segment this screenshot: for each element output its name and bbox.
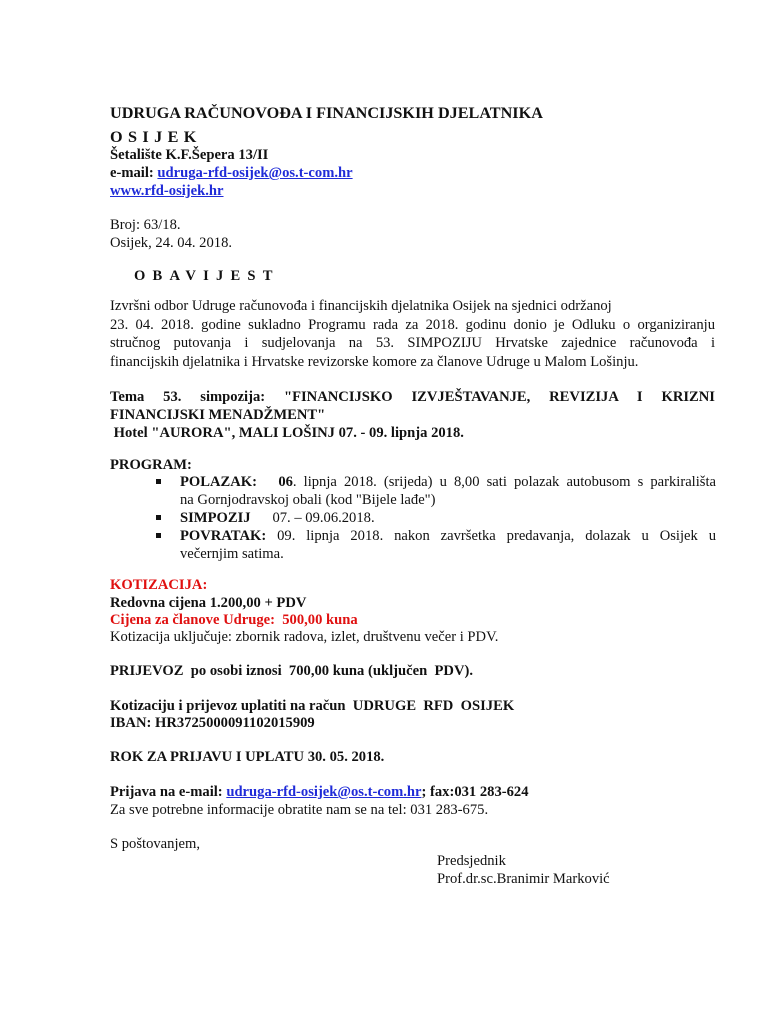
- program-label: POLAZAK:: [180, 474, 258, 490]
- website-row: [110, 182, 224, 200]
- email-link[interactable]: udruga-rfd-osijek@os.t-com.hr: [157, 165, 353, 181]
- program-text: 09. lipnja 2018. nakon završetka predavanja, dolazak u Osijek u: [277, 528, 716, 544]
- bullet-icon: [156, 533, 161, 538]
- payment-account: Kotizaciju i prijevoz uplatiti na račun UDRUGE RFD OSIJEK: [110, 698, 515, 714]
- signature-role: Predsjednik: [437, 853, 506, 869]
- program-text: 07. – 09.06.2018.: [272, 510, 375, 526]
- application-fax: ; fax:031 283-624: [421, 784, 529, 800]
- transport-price: PRIJEVOZ po osobi iznosi 700,00 kuna (uključen PDV).: [110, 663, 473, 679]
- place-date: Osijek, 24. 04. 2018.: [110, 235, 233, 251]
- theme-line: Tema 53. simpozija: "FINANCIJSKO IZVJEŠTAVANJE, REVIZIJA I KRIZNI: [110, 389, 715, 405]
- intro-paragraph: [110, 297, 715, 371]
- program-heading: PROGRAM:: [110, 457, 192, 473]
- signature-name: Prof.dr.sc.Branimir Marković: [437, 871, 610, 887]
- program-label: SIMPOZIJ: [180, 510, 251, 526]
- doc-title: OBAVIJEST: [134, 268, 280, 284]
- application-prefix: Prijava na e-mail:: [110, 784, 227, 800]
- bullet-icon: [156, 479, 161, 484]
- org-address: Šetalište K.F.Šepera 13/II: [110, 147, 269, 163]
- program-line: [180, 527, 716, 545]
- org-name: UDRUGA RAČUNOVOĐA I FINANCIJSKIH DJELATNIKA: [110, 104, 543, 122]
- payment-iban: IBAN: HR3725000091102015909: [110, 715, 315, 731]
- contact-info: Za sve potrebne informacije obratite nam se na tel: 031 283-675.: [110, 802, 489, 818]
- fee-includes: Kotizacija uključuje: zbornik radova, izlet, društvenu večer i PDV.: [110, 629, 499, 645]
- bullet-icon: [156, 515, 161, 520]
- deadline: ROK ZA PRIJAVU I UPLATU 30. 05. 2018.: [110, 749, 385, 765]
- fee-regular: Redovna cijena 1.200,00 + PDV: [110, 595, 307, 611]
- intro-line: stručnog putovanja i sudjelovanja na 53. SIMPOZIJU Hrvatske zajednice računovođa i: [110, 335, 715, 351]
- program-text: na Gornjodravskoj obali (kod "Bijele lađe"): [180, 492, 436, 508]
- closing: S poštovanjem,: [110, 836, 200, 852]
- intro-line: financijskih djelatnika i Hrvatske revizorske komore za članove Udruge u Malom Lošinju.: [110, 353, 639, 370]
- application-row: [110, 783, 529, 801]
- email-label: e-mail:: [110, 165, 158, 181]
- program-label: POVRATAK:: [180, 528, 267, 544]
- program-item-departure: [156, 473, 716, 509]
- theme-line: FINANCIJSKI MENADŽMENT": [110, 407, 326, 423]
- org-city: OSIJEK: [110, 128, 202, 146]
- program-text: večernjim satima.: [180, 546, 284, 562]
- program-line: [180, 473, 716, 491]
- doc-number: Broj: 63/18.: [110, 217, 181, 233]
- program-text: . lipnja 2018. (srijeda) u 8,00 sati polazak autobusom s parkirališta: [292, 474, 716, 490]
- theme-hotel: Hotel "AURORA", MALI LOŠINJ 07. - 09. lipnja 2018.: [110, 425, 464, 441]
- program-day: 06: [278, 474, 293, 490]
- fee-heading: KOTIZACIJA:: [110, 577, 208, 593]
- application-email-link[interactable]: udruga-rfd-osijek@os.t-com.hr: [226, 784, 422, 800]
- fee-members: Cijena za članove Udruge: 500,00 kuna: [110, 612, 358, 628]
- program-list: [156, 473, 716, 563]
- intro-line: Izvršni odbor Udruge računovođa i financijskih djelatnika Osijek na sjednici održanoj: [110, 298, 612, 314]
- program-line: [180, 509, 716, 527]
- website-link[interactable]: www.rfd-osijek.hr: [110, 183, 224, 199]
- org-email-row: [110, 164, 353, 182]
- intro-line: 23. 04. 2018. godine sukladno Programu rada za 2018. godinu donio je Odluku o organiziranju: [110, 316, 715, 333]
- program-item-symposium: [156, 509, 716, 527]
- program-item-return: [156, 527, 716, 563]
- theme-block: [110, 388, 715, 442]
